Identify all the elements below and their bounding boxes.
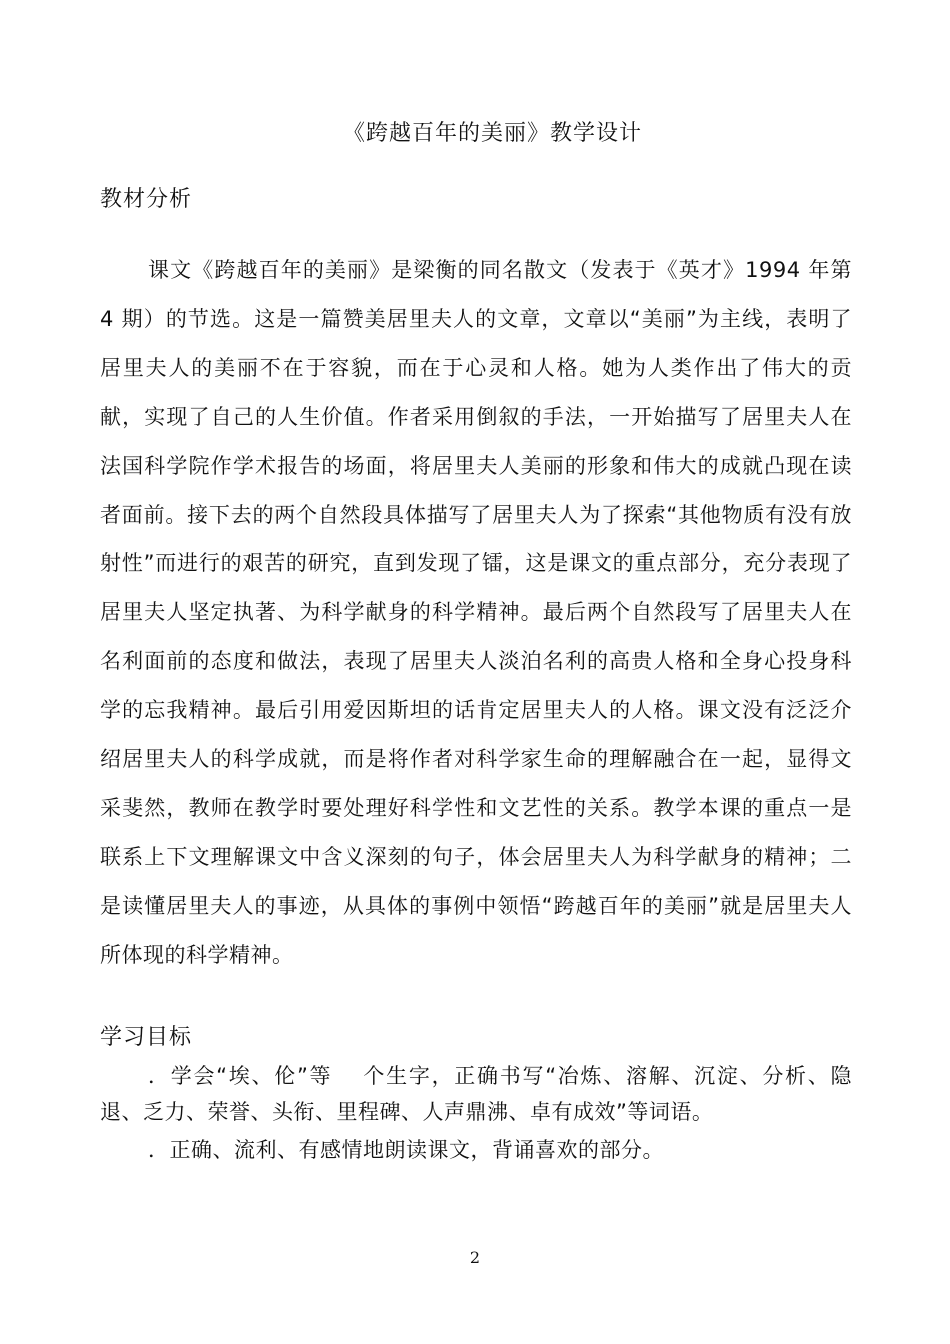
page-number: 2 [469, 1248, 481, 1267]
learning-goal-item: ．正确、流利、有感情地朗读课文，背诵喜欢的部分。 [148, 1138, 664, 1162]
section-heading-textbook-analysis: 教材分析 [100, 187, 193, 212]
section-heading-learning-goals: 学习目标 [100, 1025, 193, 1050]
textbook-analysis-paragraph: 课文《跨越百年的美丽》是梁衡的同名散文（发表于《英才》1994 年第 4 期）的节选。这是一篇赞美居里夫人的文章，文章以“美丽”为主线，表明了居里夫人的美丽不在于容貌，而在于心灵和人格。她为人类作出了伟大的贡献，实现了自己的人生价值。作者采用倒叙的手法，一开始描写了居里夫人在法国科学院作学术报告的场面，将居里夫人美丽的形象和伟大的成就凸现在读者面前。接下去的两个自然段具体描写了居里夫人为了探索“其他物质有没有放射性”而进行的艰苦的研究，直到发现了镭，这是课文的重点部分，充分表现了居里夫人坚定执著、为科学献身的科学精神。最后两个自然段写了居里夫人在名利面前的态度和做法，表现了居里夫人淡泊名利的高贵人格和全身心投身科学的忘我精神。最后引用爱因斯坦的话肯定居里夫人的人格。课文没有泛泛介绍居里夫人的科学成就，而是将作者对科学家生命的理解融合在一起，显得文采斐然，教师在教学时要处理好科学性和文艺性的关系。教学本课的重点一是联系上下文理解课文中含义深刻的句子，体会居里夫人为科学献身的精神；二是读懂居里夫人的事迹，从具体的事例中领悟“跨越百年的美丽”就是居里夫人所体现的科学精神。 [100, 258, 852, 967]
document-title: 《跨越百年的美丽》教学设计 [342, 121, 642, 146]
learning-goal-item: ．学会“埃、伦”等 个生字，正确书写“冶炼、溶解、沉淀、分析、隐退、乏力、荣誉、头衔、里程碑、人声鼎沸、卓有成效”等词语。 [100, 1064, 852, 1124]
